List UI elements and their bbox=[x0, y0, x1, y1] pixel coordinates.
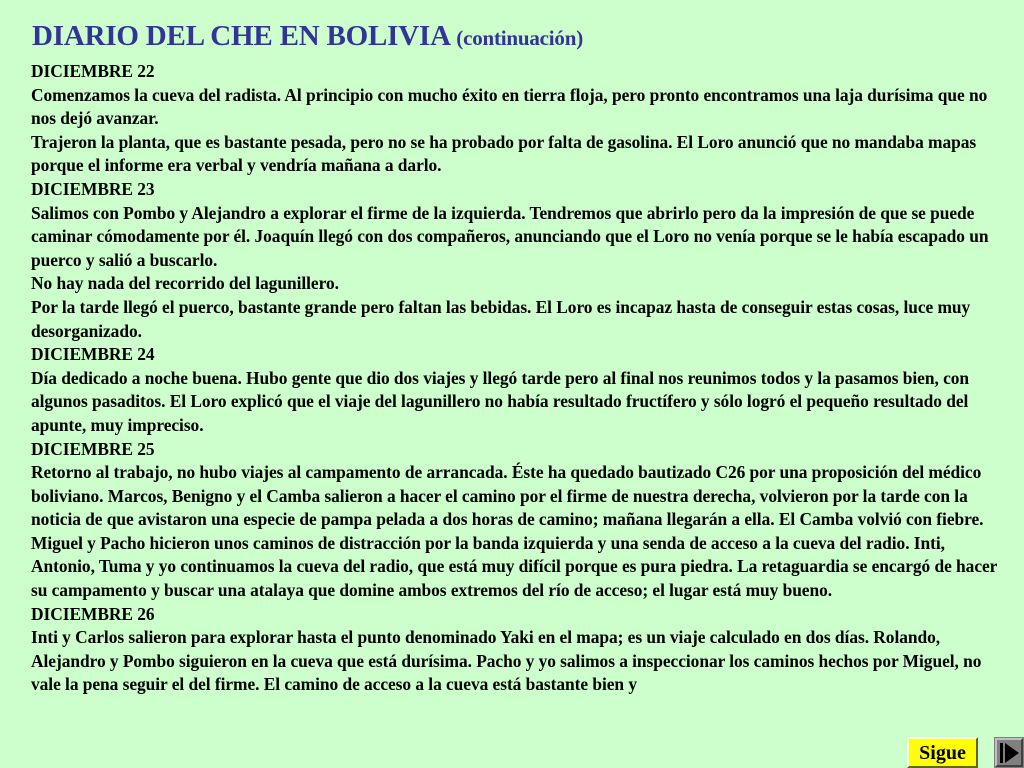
date-heading: DICIEMBRE 22 bbox=[31, 61, 155, 81]
diary-paragraph: Retorno al trabajo, no hubo viajes al campamento de arrancada. Éste ha quedado bautizado C26 por una proposición del médico boliviano. Marcos, Benigno y el Camba salieron a hacer el camino por el firme de nuestra derecha, volvieron por la tarde con la noticia de que avistaron una especie de pampa pelada a dos horas de camino; mañana llegarán a ella. El Camba volvió con fiebre. Miguel y Pacho hicieron unos caminos de distracción por la banda izquierda y una senda de acceso a la cueva del radio. Inti, Antonio, Tuma y yo continuamos la cueva del radio, que está muy difícil porque es pura piedra. La retaguardia se encargó de hacer su campamento y buscar una atalaya que domine ambos extremos del río de acceso; el lugar está muy bueno. bbox=[31, 462, 998, 601]
diary-paragraph: Comenzamos la cueva del radista. Al principio con mucho éxito en tierra floja, pero pronto encontramos una laja durísima que no nos dejó avanzar. bbox=[31, 84, 988, 129]
end-button[interactable] bbox=[994, 737, 1024, 768]
skip-to-end-icon bbox=[994, 737, 1024, 768]
next-button[interactable]: Sigue bbox=[907, 737, 978, 768]
diary-content bbox=[31, 60, 1011, 697]
diary-paragraph: Por la tarde llegó el puerco, bastante grande pero faltan las bebidas. El Loro es incapaz hasta de conseguir estas cosas, luce muy desorganizado. bbox=[31, 296, 971, 341]
diary-paragraph: Inti y Carlos salieron para explorar hasta el punto denominado Yaki en el mapa; es un viaje calculado en dos días. Rolando, Alejandro y Pombo siguieron en la cueva que está durísima. Pacho y yo salimos a inspeccionar los caminos hechos por Miguel, no vale la pena seguir el del firme. El camino de acceso a la cueva está bastante bien y bbox=[31, 627, 982, 695]
page-title bbox=[32, 20, 583, 53]
date-heading: DICIEMBRE 23 bbox=[31, 178, 155, 199]
diary-paragraph: Salimos con Pombo y Alejandro a explorar el firme de la izquierda. Tendremos que abrirlo pero da la impresión de que se puede caminar cómodamente por él. Joaquín llegó con dos compañeros, anunciando que el Loro no venía porque se le había escapado un puerco y salió a buscarlo. bbox=[31, 202, 989, 270]
date-heading: DICIEMBRE 25 bbox=[31, 438, 155, 459]
title-main: DIARIO DEL CHE EN BOLIVIA bbox=[32, 20, 450, 52]
date-heading: DICIEMBRE 24 bbox=[31, 344, 155, 365]
date-heading: DICIEMBRE 26 bbox=[31, 603, 155, 624]
diary-paragraph: Día dedicado a noche buena. Hubo gente que dio dos viajes y llegó tarde pero al final nos reunimos todos y la pasamos bien, con algunos pasaditos. El Loro explicó que el viaje del lagunillero no había resultado fructífero y sólo logró el pequeño resultado del apunte, muy impreciso. bbox=[31, 367, 970, 435]
diary-paragraph: Trajeron la planta, que es bastante pesada, pero no se ha probado por falta de gasolina. El Loro anunció que no mandaba mapas porque el informe era verbal y vendría mañana a darlo. bbox=[31, 131, 977, 176]
title-subtitle: (continuación) bbox=[456, 26, 583, 50]
diary-paragraph: No hay nada del recorrido del lagunillero. bbox=[31, 273, 339, 294]
